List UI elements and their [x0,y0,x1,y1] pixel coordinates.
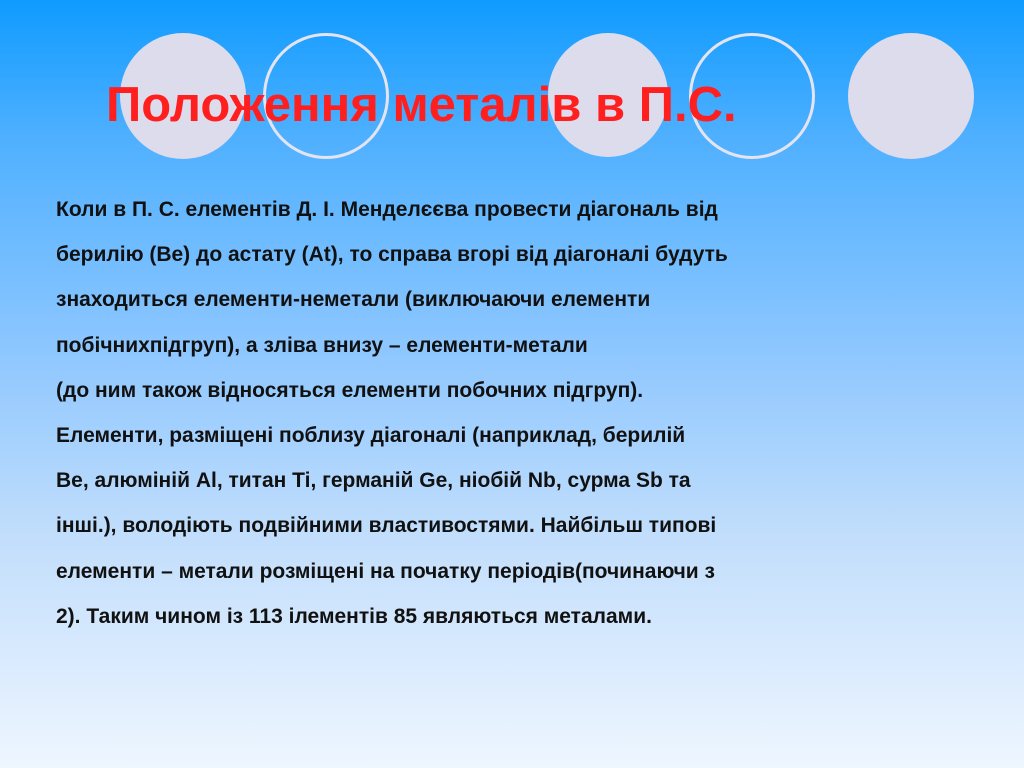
body-line: побічнихпідгруп), а зліва внизу – елементи-метали [56,333,588,357]
body-line: Коли в П. С. елементів Д. І. Менделєєва провести діагональ від [56,198,718,221]
body-line: інші.), володіють подвійними властивостями. Найбільш типові [56,514,717,538]
body-line: (до ним також відносяться елементи побочних підгруп). [56,378,644,402]
body-line: берилію (Ве) до астату (At), то справа вгорі від діагоналі будуть [56,243,728,267]
body-line: Елементи, разміщені поблизу діагоналі (наприклад, берилій [56,424,686,448]
slide-body [56,187,1006,639]
body-line: елементи – метали розміщені на початку періодів(починаючи з [56,559,715,583]
body-line: знаходиться елементи-неметали (виключаючи елементи [56,288,651,312]
body-line: 2). Таким чином із 113 ілементів 85 являються металами. [56,604,652,628]
slide-title: Положення металів в П.С. [106,78,737,132]
body-line: Be, алюміній Al, титан Ti, германій Ge, ніобій Nb, сурма Sb та [56,469,691,493]
